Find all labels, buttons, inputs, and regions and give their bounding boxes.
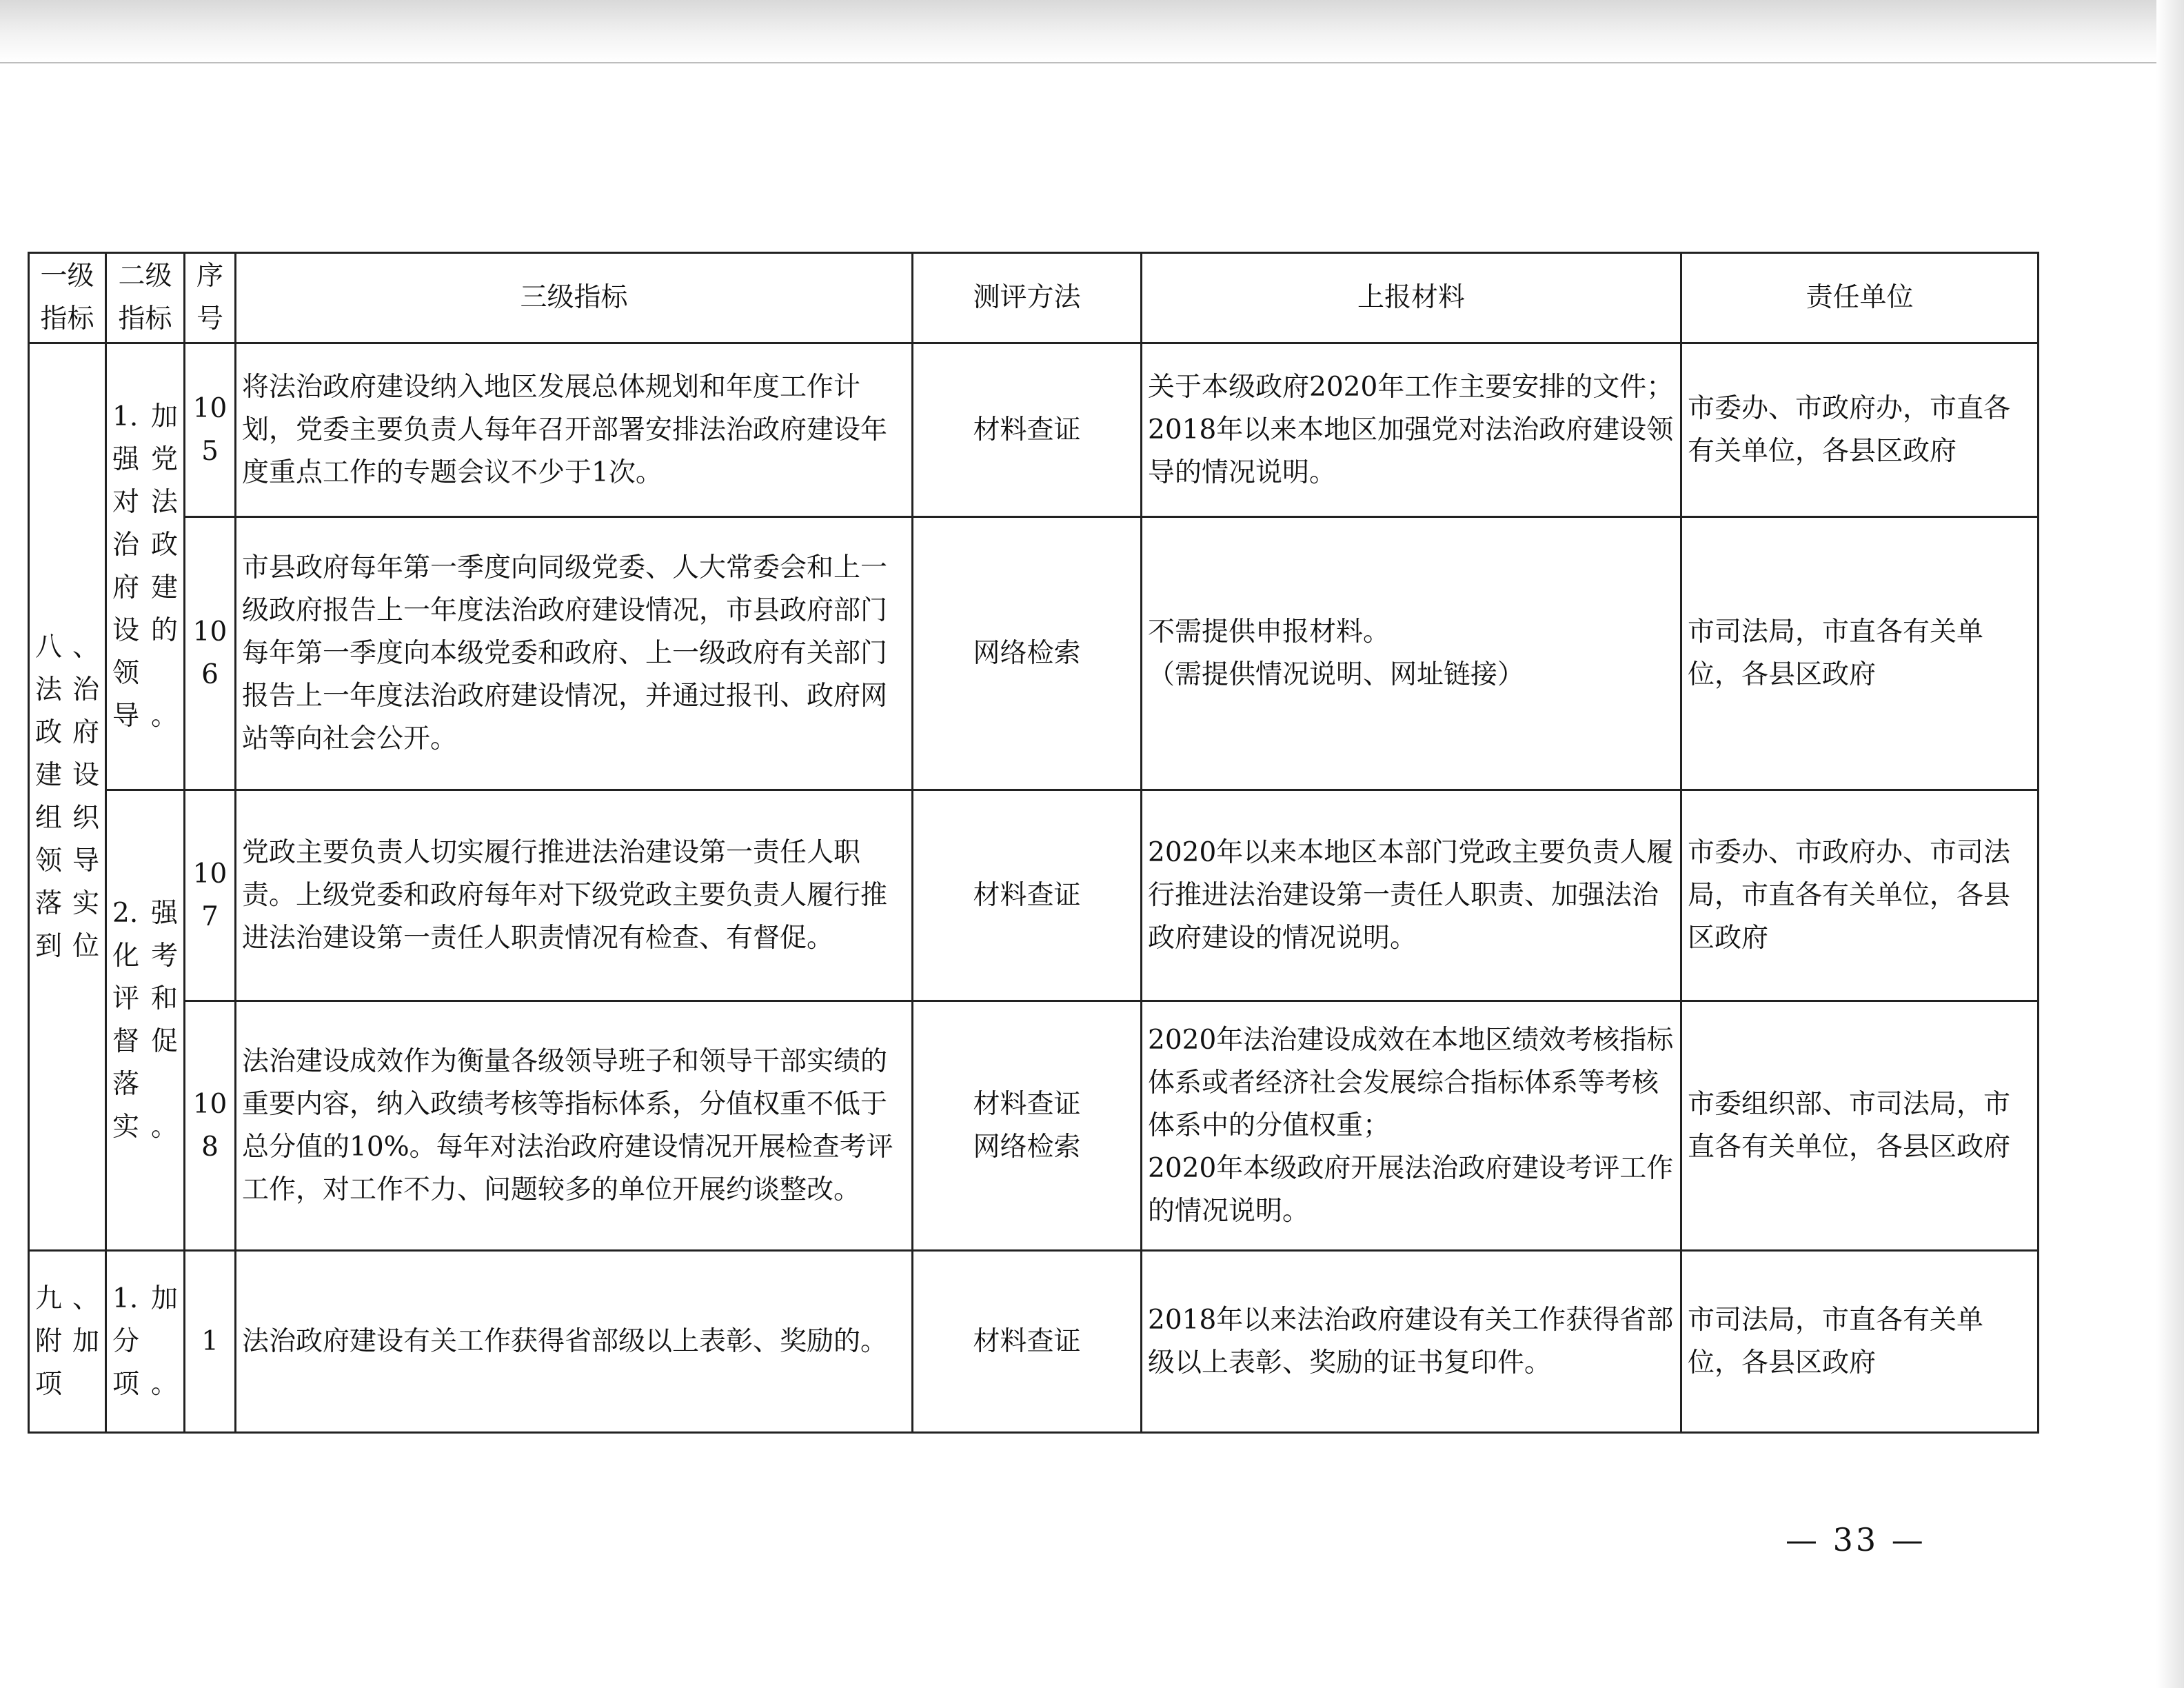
- table-row: [29, 517, 2039, 790]
- row-indicator: 法治政府建设有关工作获得省部级以上表彰、奖励的。: [236, 1251, 913, 1433]
- header-row: [29, 253, 2039, 343]
- table-row: [29, 790, 2039, 1001]
- row-indicator: 法治建设成效作为衡量各级领导班子和领导干部实绩的重要内容，纳入政绩考核等指标体系，分值权重不低于总分值的10%。每年对法治政府建设情况开展检查考评工作，对工作不力、问题较多的单位开展约谈整改。: [236, 1001, 913, 1251]
- row-indicator: 市县政府每年第一季度向同级党委、人大常委会和上一级政府报告上一年度法治政府建设情况，市县政府部门每年第一季度向本级党委和政府、上一级政府有关部门报告上一年度法治政府建设情况，并通过报刊、政府网站等向社会公开。: [236, 517, 913, 790]
- scan-top-edge: [0, 0, 2184, 63]
- header-materials: 上报材料: [1142, 253, 1681, 343]
- level2-indicator: 1. 加分项。: [106, 1251, 185, 1433]
- scan-right-edge: [2156, 0, 2184, 1688]
- header-seq: 序号: [185, 253, 236, 343]
- table-row: [29, 1001, 2039, 1251]
- row-method: 网络检索: [913, 517, 1142, 790]
- row-unit: 市委办、市政府办，市直各有关单位，各县区政府: [1681, 343, 2039, 517]
- header-level1: 一级指标: [29, 253, 106, 343]
- row-seq: 107: [185, 790, 236, 1001]
- header-unit: 责任单位: [1681, 253, 2039, 343]
- row-method: 材料查证: [913, 343, 1142, 517]
- row-seq: 105: [185, 343, 236, 517]
- indicator-table: [28, 252, 2039, 1434]
- row-materials: 2018年以来法治政府建设有关工作获得省部级以上表彰、奖励的证书复印件。: [1142, 1251, 1681, 1433]
- row-seq: 108: [185, 1001, 236, 1251]
- row-seq: 106: [185, 517, 236, 790]
- level2-indicator: 1. 加强党对法治政府建设的领导。: [106, 343, 185, 790]
- row-unit: 市司法局，市直各有关单位，各县区政府: [1681, 1251, 2039, 1433]
- header-level2: 二级指标: [106, 253, 185, 343]
- table-row: [29, 1251, 2039, 1433]
- level2-indicator: 2. 强化考评和督促落实。: [106, 790, 185, 1251]
- row-unit: 市司法局，市直各有关单位，各县区政府: [1681, 517, 2039, 790]
- level1-indicator: 八、法治政府建设组织领导落实到位: [29, 343, 106, 1251]
- row-materials: 不需提供申报材料。 （需提供情况说明、网址链接）: [1142, 517, 1681, 790]
- header-method: 测评方法: [913, 253, 1142, 343]
- row-method: 材料查证: [913, 1251, 1142, 1433]
- table-row: [29, 343, 2039, 517]
- row-seq: 1: [185, 1251, 236, 1433]
- row-indicator: 党政主要负责人切实履行推进法治建设第一责任人职责。上级党委和政府每年对下级党政主要负责人履行推进法治建设第一责任人职责情况有检查、有督促。: [236, 790, 913, 1001]
- row-unit: 市委办、市政府办、市司法局，市直各有关单位，各县区政府: [1681, 790, 2039, 1001]
- row-unit: 市委组织部、市司法局，市直各有关单位，各县区政府: [1681, 1001, 2039, 1251]
- row-indicator: 将法治政府建设纳入地区发展总体规划和年度工作计划，党委主要负责人每年召开部署安排法治政府建设年度重点工作的专题会议不少于1次。: [236, 343, 913, 517]
- level1-indicator: 九、附加项: [29, 1251, 106, 1433]
- page-number: — 33 —: [1786, 1521, 1926, 1558]
- row-materials: 2020年以来本地区本部门党政主要负责人履行推进法治建设第一责任人职责、加强法治政府建设的情况说明。: [1142, 790, 1681, 1001]
- header-indicator: 三级指标: [236, 253, 913, 343]
- row-method: 材料查证: [913, 790, 1142, 1001]
- row-materials: 2020年法治建设成效在本地区绩效考核指标体系或者经济社会发展综合指标体系等考核体系中的分值权重； 2020年本级政府开展法治政府建设考评工作的情况说明。: [1142, 1001, 1681, 1251]
- row-method: 材料查证 网络检索: [913, 1001, 1142, 1251]
- row-materials: 关于本级政府2020年工作主要安排的文件； 2018年以来本地区加强党对法治政府建设领导的情况说明。: [1142, 343, 1681, 517]
